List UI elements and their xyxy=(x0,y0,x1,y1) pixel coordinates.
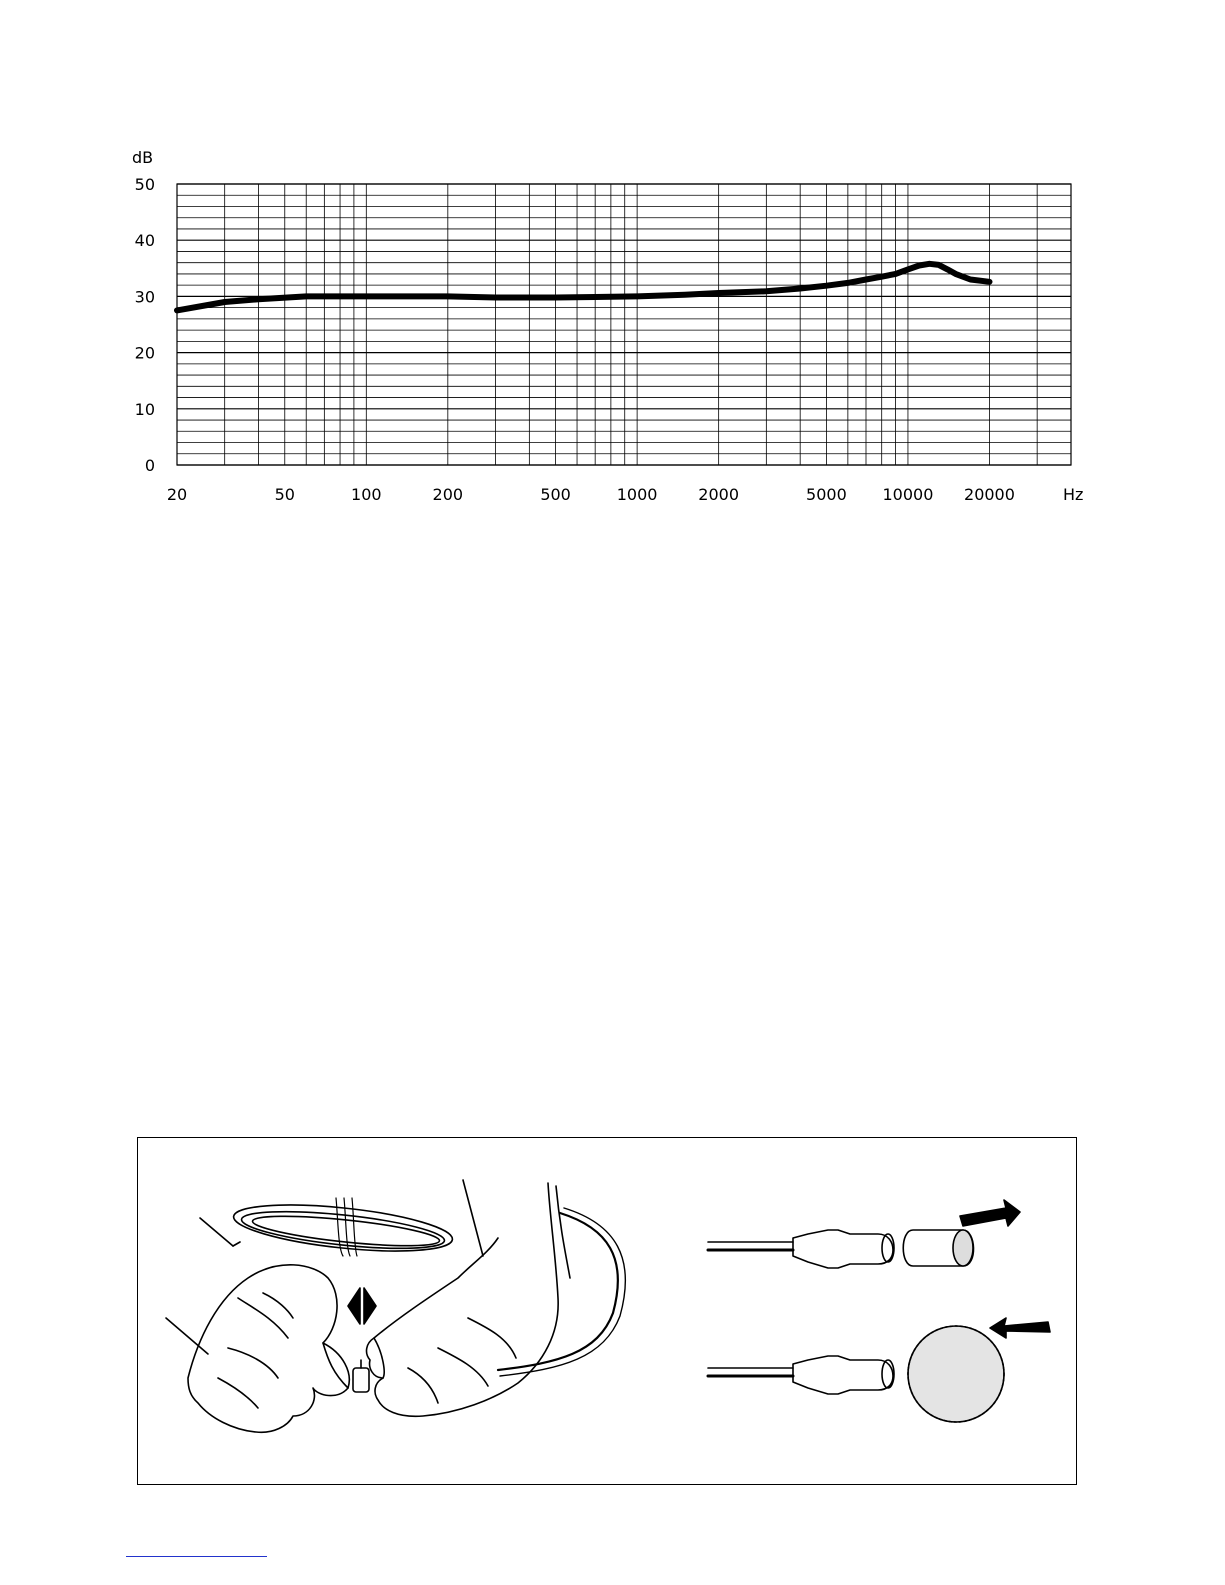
y-tick-labels xyxy=(135,175,155,475)
x-tick-label: 50 xyxy=(274,485,295,504)
x-tick-label: 20000 xyxy=(964,485,1015,504)
windscreen-attachment-icon xyxy=(708,1200,1050,1422)
plot-frame xyxy=(177,184,1071,465)
chart-series xyxy=(177,263,990,311)
data-point xyxy=(919,265,920,266)
series-line xyxy=(177,264,990,311)
y-tick-label: 50 xyxy=(134,175,155,194)
x-tick-label: 500 xyxy=(540,485,571,504)
illustration-frame xyxy=(137,1137,1077,1485)
x-tick-label: 5000 xyxy=(806,485,847,504)
data-point xyxy=(881,276,882,277)
data-point xyxy=(637,296,638,297)
data-point xyxy=(929,263,930,264)
data-point xyxy=(258,299,259,300)
data-point xyxy=(366,296,367,297)
y-tick-label: 10 xyxy=(134,399,155,419)
data-point xyxy=(826,285,827,286)
footer-link-underline[interactable] xyxy=(126,1556,267,1557)
x-tick-label: 2000 xyxy=(698,485,740,504)
data-point xyxy=(989,281,990,282)
data-point xyxy=(800,288,801,289)
data-point xyxy=(306,296,307,297)
data-point xyxy=(938,264,939,265)
data-point xyxy=(447,296,448,297)
y-tick-label: 30 xyxy=(134,287,155,307)
data-point xyxy=(766,291,767,292)
data-point xyxy=(907,269,908,270)
chart-grid xyxy=(177,184,1071,465)
x-tick-label: 100 xyxy=(351,485,382,504)
x-tick-label: 20 xyxy=(166,485,188,504)
x-tick-label: 1000 xyxy=(616,485,658,504)
y-tick-label: 20 xyxy=(134,343,155,363)
x-tick-label: 200 xyxy=(432,485,464,504)
data-point xyxy=(718,293,719,294)
data-point xyxy=(177,310,178,311)
y-tick-label: 0 xyxy=(144,456,155,475)
frequency-response-chart xyxy=(0,0,1225,560)
data-point xyxy=(865,279,866,280)
data-point xyxy=(684,294,685,295)
data-point xyxy=(224,302,225,303)
data-point xyxy=(555,297,556,298)
data-point xyxy=(947,269,948,270)
data-point xyxy=(970,279,971,280)
hands-connecting-cable-icon xyxy=(166,1180,625,1432)
y-tick-label: 40 xyxy=(134,231,155,251)
data-point xyxy=(595,296,596,297)
x-tick-labels xyxy=(167,485,1015,504)
data-point xyxy=(895,273,896,274)
x-tick-label: 10000 xyxy=(882,485,934,504)
x-axis-label: Hz xyxy=(1063,485,1084,504)
data-point xyxy=(847,282,848,283)
data-point xyxy=(495,297,496,298)
data-point xyxy=(955,273,956,274)
y-axis-label: dB xyxy=(132,148,154,167)
